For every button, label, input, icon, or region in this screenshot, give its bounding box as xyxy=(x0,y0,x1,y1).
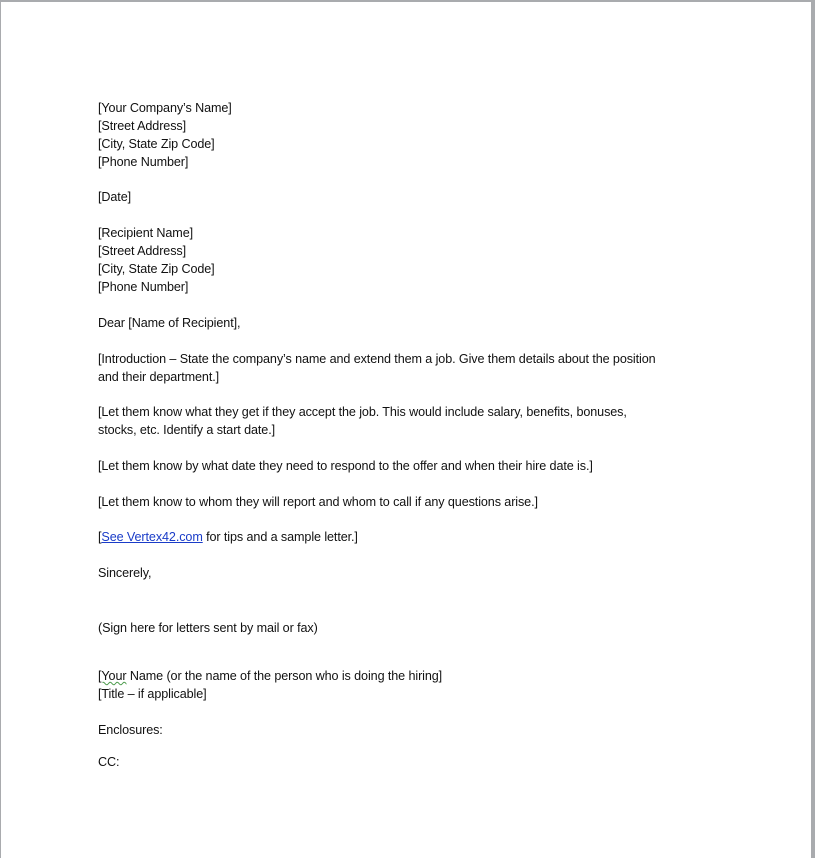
title-line: [Title – if applicable] xyxy=(98,687,207,701)
text-line: [Let them know what they get if they accept the job. This would include salary, benefits, bonuses, xyxy=(98,405,627,419)
recipient-name: [Recipient Name] xyxy=(98,226,193,240)
letter-date: [Date] xyxy=(98,190,131,204)
sender-street: [Street Address] xyxy=(98,119,187,133)
signature-note: (Sign here for letters sent by mail or fax) xyxy=(98,621,318,635)
spellcheck-word: [Your xyxy=(98,669,127,683)
benefits-paragraph xyxy=(98,403,627,439)
vertex42-link[interactable]: See Vertex42.com xyxy=(101,530,203,544)
cc: CC: xyxy=(98,755,120,769)
salutation: Dear [Name of Recipient], xyxy=(98,316,241,330)
recipient-address xyxy=(98,224,215,296)
sender-company: [Your Company’s Name] xyxy=(98,101,232,115)
name-text: Name (or the name of the person who is doing the hiring] xyxy=(126,669,443,683)
tips-paragraph xyxy=(98,528,358,546)
closing: Sincerely, xyxy=(98,566,152,580)
recipient-street: [Street Address] xyxy=(98,244,187,258)
recipient-phone: [Phone Number] xyxy=(98,280,189,294)
enclosures: Enclosures: xyxy=(98,723,163,737)
bracket: [ xyxy=(98,530,102,544)
sender-phone: [Phone Number] xyxy=(98,155,189,169)
sender-city: [City, State Zip Code] xyxy=(98,137,215,151)
text-line: stocks, etc. Identify a start date.] xyxy=(98,423,275,437)
text-line: [Introduction – State the company’s name and extend them a job. Give them details about the position xyxy=(98,352,656,366)
sender-address xyxy=(98,99,232,171)
tips-text: for tips and a sample letter.] xyxy=(202,530,358,544)
intro-paragraph xyxy=(98,350,656,386)
text-line: and their department.] xyxy=(98,370,220,384)
respond-paragraph: [Let them know by what date they need to respond to the offer and when their hire date is.] xyxy=(98,459,593,473)
name-line xyxy=(98,667,442,685)
report-paragraph: [Let them know to whom they will report and whom to call if any questions arise.] xyxy=(98,495,538,509)
recipient-city: [City, State Zip Code] xyxy=(98,262,215,276)
